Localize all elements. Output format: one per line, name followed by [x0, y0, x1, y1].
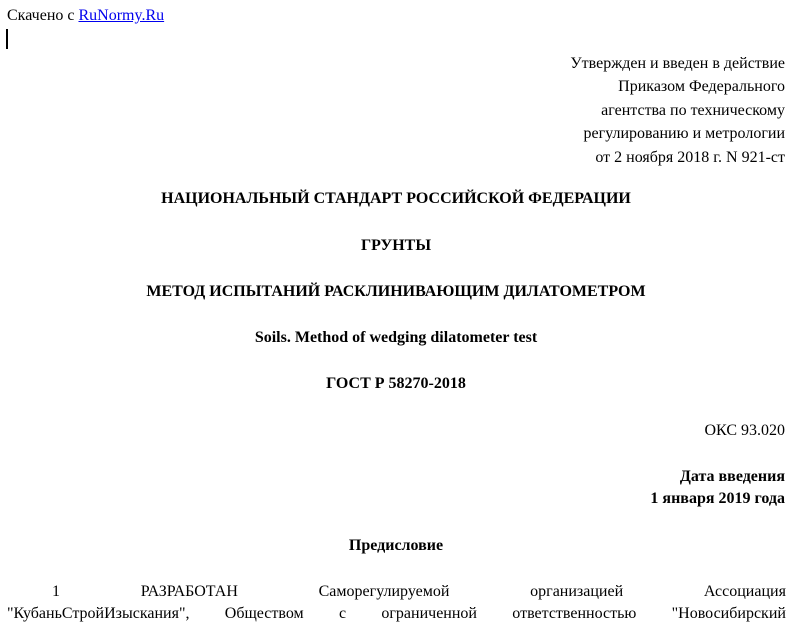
standard-title: МЕТОД ИСПЫТАНИЙ РАСКЛИНИВАЮЩИМ ДИЛАТОМЕТРОМ: [146, 283, 646, 300]
oks-code: ОКС 93.020: [704, 422, 785, 439]
source-line: [7, 6, 164, 26]
paragraph-word: Обществом: [224, 605, 304, 622]
standard-subject: ГРУНТЫ: [360, 237, 432, 254]
intro-date-block: [650, 466, 785, 510]
source-link[interactable]: RuNormy.Ru: [78, 7, 165, 24]
approval-line: регулированию и метрологии: [583, 125, 785, 143]
intro-date-label: Дата введения: [679, 468, 785, 485]
paragraph-line-2: [7, 603, 786, 625]
paragraph-word: Ассоциация: [703, 583, 786, 600]
standard-heading: НАЦИОНАЛЬНЫЙ СТАНДАРТ РОССИЙСКОЙ ФЕДЕРАЦИИ: [161, 190, 631, 207]
paragraph-word: "КубаньСтройИзыскания",: [7, 605, 190, 622]
approval-line: от 2 ноября 2018 г. N 921-ст: [595, 148, 785, 166]
text-cursor: [6, 29, 8, 49]
paragraph-word: РАЗРАБОТАН: [140, 583, 238, 600]
standard-code: ГОСТ Р 58270-2018: [326, 375, 466, 392]
intro-date-value: 1 января 2019 года: [650, 490, 785, 507]
preface-paragraph: [7, 581, 786, 625]
approval-line: Утвержден и введен в действие: [570, 55, 785, 72]
standard-title-en: Soils. Method of wedging dilatometer test: [254, 329, 538, 346]
paragraph-word: 1: [52, 583, 60, 600]
preface-heading: Предисловие: [348, 537, 444, 554]
approval-block: [570, 52, 785, 169]
paragraph-line-1: [7, 581, 786, 603]
paragraph-word: ответственностью: [512, 605, 637, 622]
paragraph-word: ограниченной: [381, 605, 477, 622]
paragraph-word: "Новосибирский: [671, 605, 786, 622]
paragraph-word: Саморегулируемой: [318, 583, 450, 600]
approval-line: Приказом Федерального: [618, 78, 785, 96]
source-prefix: Скачено с: [7, 7, 75, 24]
paragraph-word: с: [338, 605, 347, 622]
approval-line: агентства по техническому: [601, 101, 785, 119]
paragraph-word: организацией: [530, 583, 624, 600]
